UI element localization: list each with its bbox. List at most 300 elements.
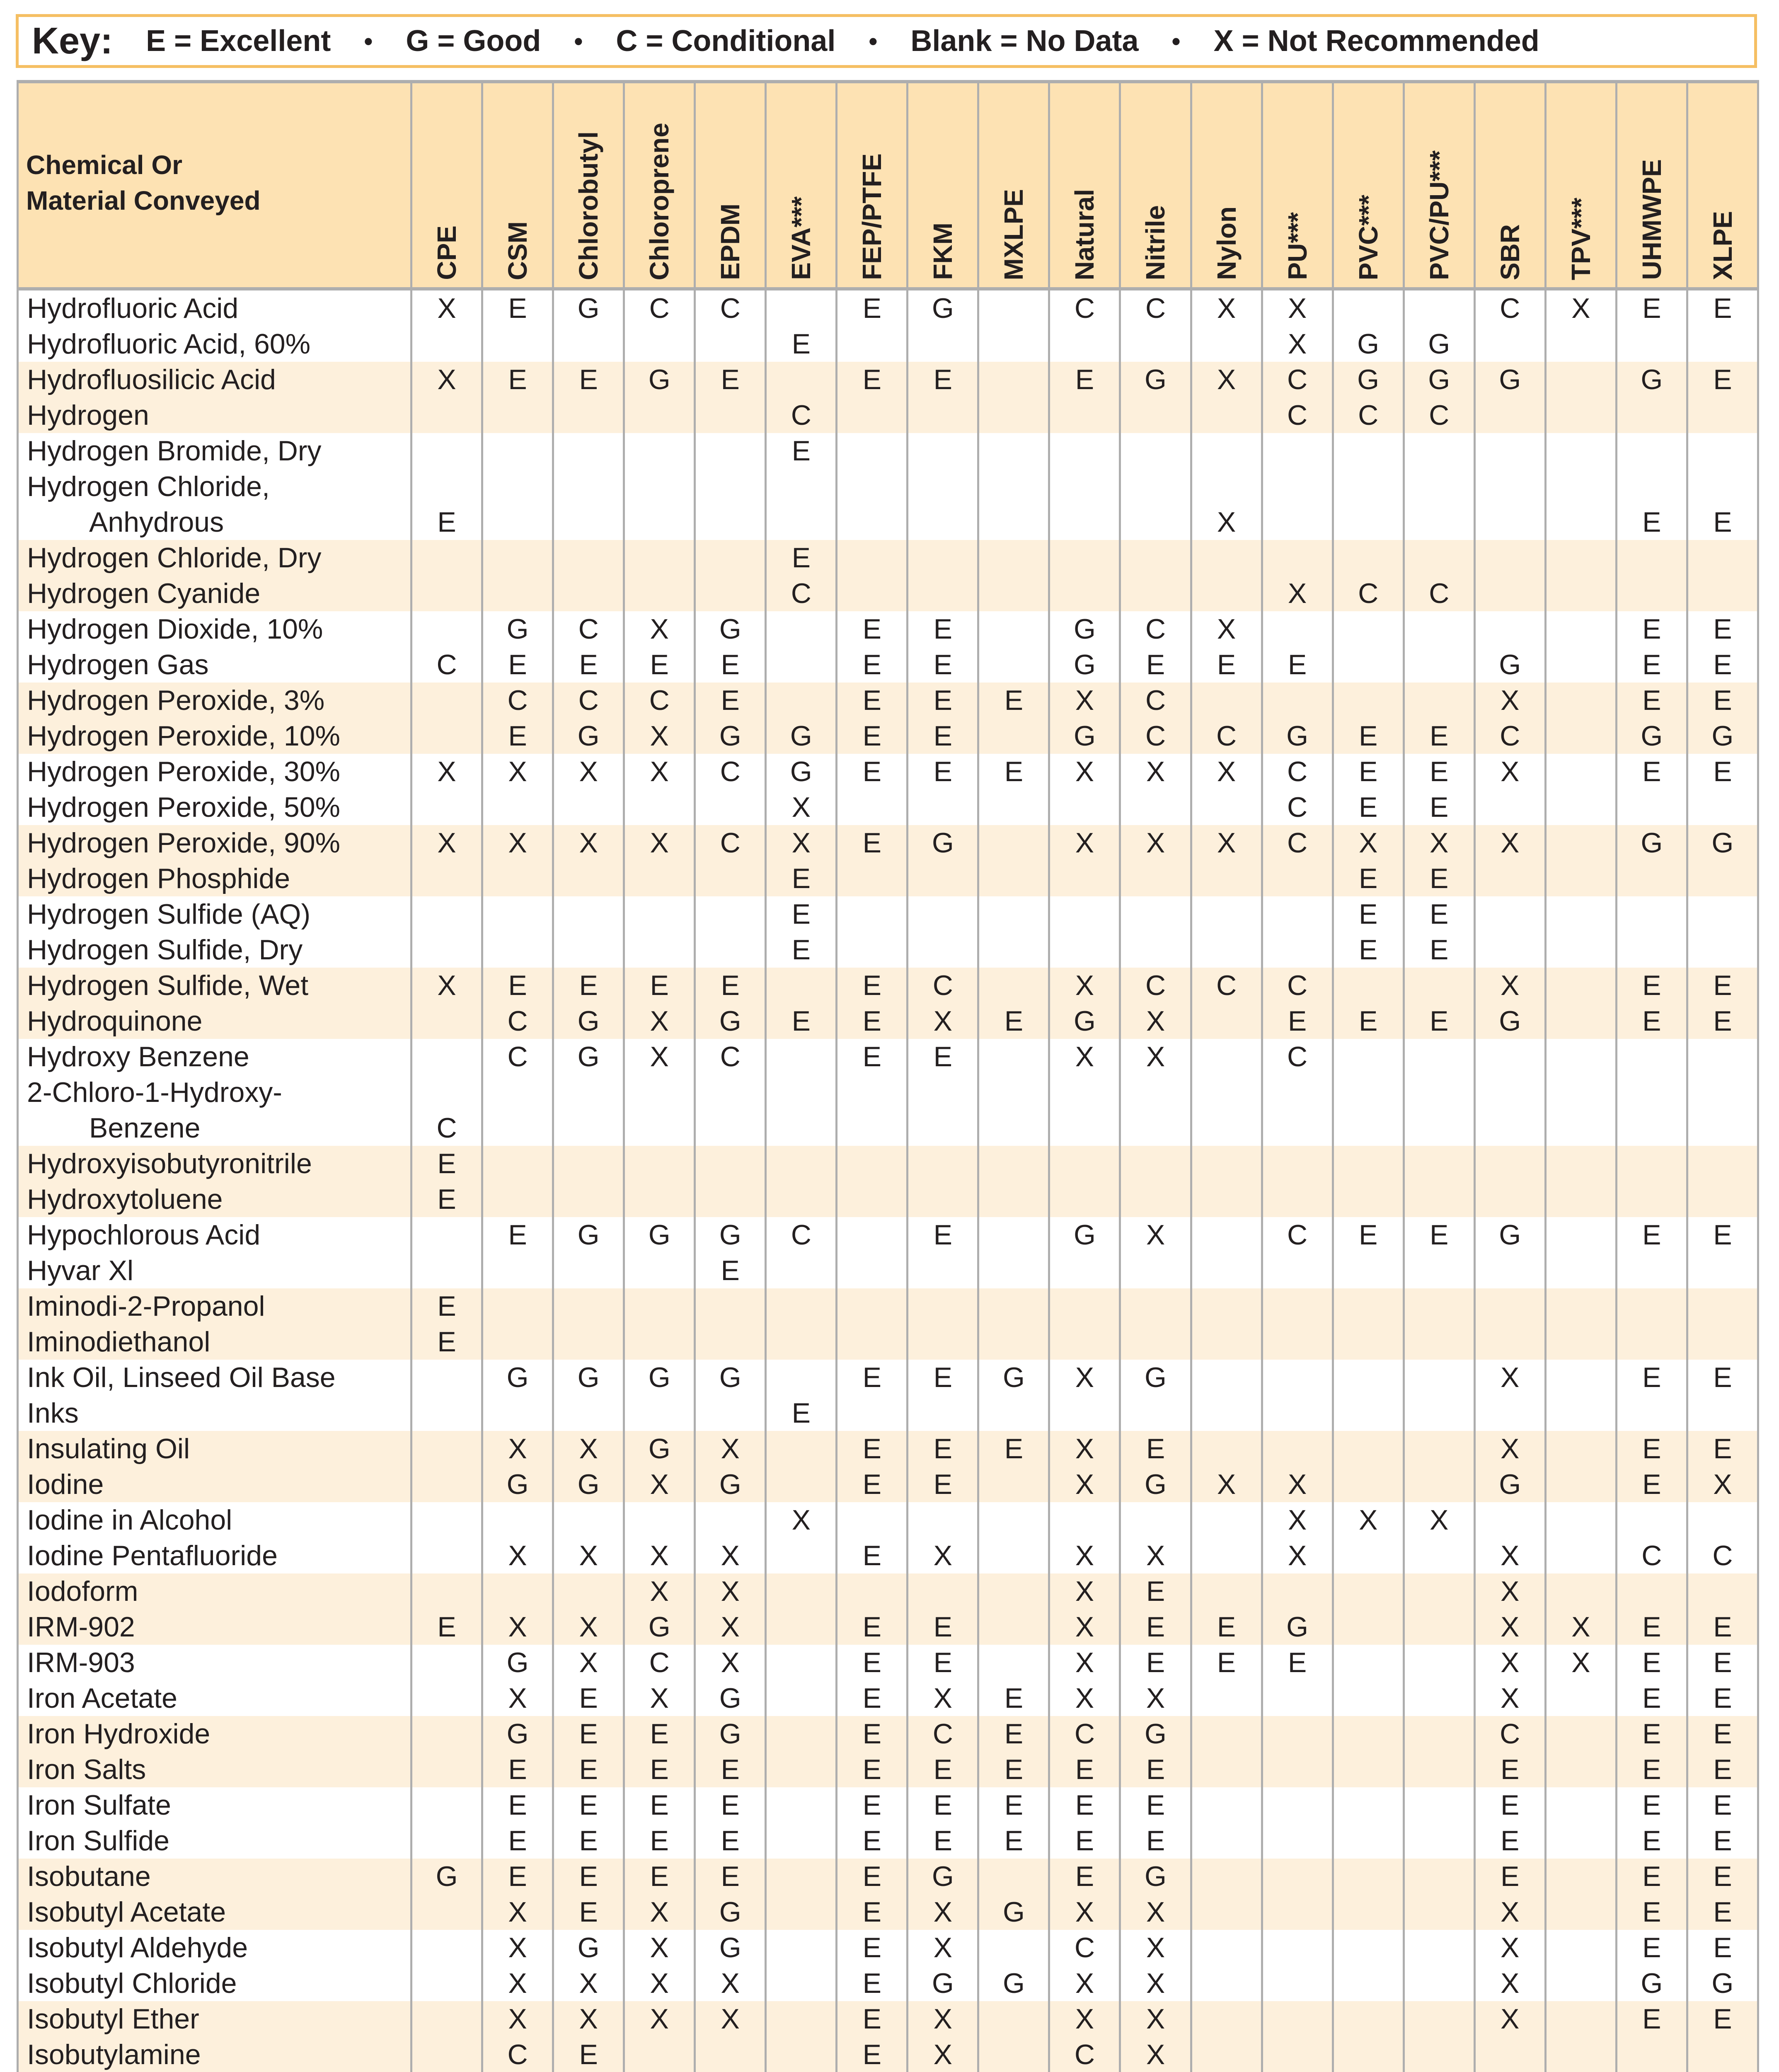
rating-cell: [1191, 1075, 1262, 1146]
chemical-name: Hypochlorous Acid: [27, 1219, 261, 1251]
rating-cell: [695, 896, 766, 932]
rating-cell: [1049, 1395, 1120, 1431]
chemical-name: Hydrogen Sulfide, Wet: [27, 970, 309, 1001]
rating-cell: [766, 1716, 837, 1752]
rating-cell: E: [1687, 1752, 1758, 1787]
rating-cell: X: [1120, 1039, 1191, 1075]
rating-cell: [624, 433, 695, 469]
chemical-name-cell: [18, 1502, 411, 1538]
rating-cell: E: [411, 1181, 482, 1217]
rating-cell: [1191, 1823, 1262, 1859]
chemical-name: Isobutane: [27, 1861, 151, 1892]
rating-cell: [1262, 1075, 1333, 1146]
rating-cell: [908, 1324, 978, 1360]
rating-cell: [908, 1075, 978, 1146]
column-header-nylon: [1191, 82, 1262, 289]
table-row: [18, 932, 1758, 968]
rating-cell: X: [482, 1965, 553, 2001]
rating-cell: G: [1404, 326, 1474, 362]
rating-cell: [1474, 1253, 1545, 1288]
rating-cell: C: [482, 2037, 553, 2072]
rating-cell: [1545, 647, 1616, 683]
rating-cell: [837, 576, 908, 611]
rating-cell: [1404, 1146, 1474, 1181]
key-not-recommended: X = Not Recommended: [1213, 24, 1539, 58]
rating-cell: [1404, 1181, 1474, 1217]
rating-cell: [624, 896, 695, 932]
rating-cell: [695, 326, 766, 362]
rating-cell: E: [837, 968, 908, 1003]
rating-cell: [1049, 1324, 1120, 1360]
chemical-name: Isobutyl Acetate: [27, 1896, 226, 1928]
chemical-name-cell: [18, 433, 411, 469]
rating-cell: X: [1262, 1502, 1333, 1538]
chemical-name: Iminodi-2-Propanol: [27, 1290, 265, 1322]
chemical-name: Iodine in Alcohol: [27, 1504, 232, 1536]
chemical-name: Isobutyl Ether: [27, 2003, 199, 2035]
rating-cell: [695, 540, 766, 576]
rating-cell: G: [1616, 718, 1687, 754]
rating-cell: X: [1262, 1538, 1333, 1573]
rating-cell: [553, 540, 624, 576]
rating-cell: E: [411, 1609, 482, 1645]
rating-cell: E: [837, 1680, 908, 1716]
rating-cell: G: [1120, 362, 1191, 397]
rating-cell: C: [1049, 1716, 1120, 1752]
key-title: Key:: [32, 20, 113, 62]
column-header-mxlpe: [978, 82, 1049, 289]
rating-cell: E: [553, 1680, 624, 1716]
rating-cell: [1545, 932, 1616, 968]
rating-cell: [837, 1075, 908, 1146]
rating-cell: [1049, 540, 1120, 576]
table-row: [18, 1146, 1758, 1181]
rating-cell: G: [695, 1003, 766, 1039]
rating-cell: [411, 683, 482, 718]
rating-cell: [1474, 1288, 1545, 1324]
rating-cell: [1404, 2001, 1474, 2037]
rating-cell: X: [624, 1573, 695, 1609]
table-row: [18, 1431, 1758, 1467]
rating-cell: [1333, 647, 1404, 683]
rating-cell: X: [1474, 683, 1545, 718]
rating-cell: [978, 825, 1049, 861]
rating-cell: [1404, 433, 1474, 469]
column-header-label: Natural: [1070, 189, 1100, 280]
rating-cell: [1474, 1181, 1545, 1217]
rating-cell: X: [1120, 1680, 1191, 1716]
rating-cell: E: [1687, 1645, 1758, 1680]
rating-cell: G: [766, 718, 837, 754]
rating-cell: [411, 1360, 482, 1395]
rating-cell: [411, 433, 482, 469]
rating-cell: G: [1262, 1609, 1333, 1645]
rating-cell: G: [482, 1716, 553, 1752]
rating-cell: [1049, 397, 1120, 433]
chemical-name-cell: [18, 1075, 411, 1146]
rating-cell: X: [553, 825, 624, 861]
table-row: [18, 1360, 1758, 1395]
rating-cell: [1545, 1324, 1616, 1360]
rating-cell: [1474, 1146, 1545, 1181]
rating-cell: [1262, 1431, 1333, 1467]
chemical-name: Hydrogen Bromide, Dry: [27, 435, 322, 467]
rating-cell: [411, 1752, 482, 1787]
rating-cell: [978, 1395, 1049, 1431]
rating-cell: G: [624, 1609, 695, 1645]
rating-cell: E: [411, 1324, 482, 1360]
rating-cell: E: [1687, 1823, 1758, 1859]
rating-cell: [978, 647, 1049, 683]
table-row: [18, 1217, 1758, 1253]
chemical-name: Hydrogen Dioxide, 10%: [27, 613, 323, 645]
rating-cell: [695, 789, 766, 825]
rating-cell: E: [1616, 1360, 1687, 1395]
rating-cell: [695, 1288, 766, 1324]
rating-cell: E: [1616, 1894, 1687, 1930]
rating-cell: E: [837, 2037, 908, 2072]
column-header-label: PU***: [1282, 212, 1312, 280]
rating-cell: [1262, 1360, 1333, 1395]
rating-cell: G: [1049, 611, 1120, 647]
table-row: [18, 1253, 1758, 1288]
rating-cell: E: [695, 1253, 766, 1288]
rating-cell: E: [837, 1823, 908, 1859]
rating-cell: E: [1474, 1787, 1545, 1823]
column-header-label: CPE: [432, 225, 462, 280]
rating-cell: X: [624, 1680, 695, 1716]
rating-cell: [1333, 1752, 1404, 1787]
rating-cell: E: [1262, 1003, 1333, 1039]
rating-cell: [837, 469, 908, 540]
rating-cell: [1474, 469, 1545, 540]
rating-cell: E: [695, 683, 766, 718]
rating-cell: E: [837, 1859, 908, 1894]
rating-cell: [766, 611, 837, 647]
rating-cell: [1262, 683, 1333, 718]
rating-cell: [1616, 1146, 1687, 1181]
rating-cell: E: [837, 1716, 908, 1752]
table-row: [18, 469, 1758, 540]
rating-cell: [766, 1146, 837, 1181]
rating-cell: E: [978, 1003, 1049, 1039]
rating-cell: G: [1120, 1360, 1191, 1395]
table-row: [18, 1288, 1758, 1324]
rating-cell: C: [1474, 718, 1545, 754]
rating-cell: E: [1333, 718, 1404, 754]
rating-cell: E: [1120, 1431, 1191, 1467]
rating-cell: [1262, 1573, 1333, 1609]
rating-cell: [1545, 825, 1616, 861]
rating-cell: X: [1262, 289, 1333, 326]
rating-cell: C: [1616, 1538, 1687, 1573]
rating-cell: [1262, 2001, 1333, 2037]
rating-cell: X: [1049, 754, 1120, 789]
rating-cell: E: [553, 1787, 624, 1823]
rating-cell: [411, 540, 482, 576]
rating-cell: X: [1049, 1039, 1120, 1075]
rating-cell: C: [1191, 968, 1262, 1003]
rating-cell: X: [1474, 1431, 1545, 1467]
rating-cell: X: [695, 1431, 766, 1467]
rating-cell: E: [1191, 647, 1262, 683]
rating-cell: [1474, 861, 1545, 896]
rating-cell: [1474, 1039, 1545, 1075]
rating-cell: G: [553, 718, 624, 754]
rating-cell: E: [978, 683, 1049, 718]
table-row: [18, 540, 1758, 576]
rating-cell: [978, 1324, 1049, 1360]
rating-cell: [908, 469, 978, 540]
rating-cell: E: [1120, 1645, 1191, 1680]
chemical-name-cell: [18, 718, 411, 754]
rating-cell: G: [482, 1360, 553, 1395]
rating-cell: [1049, 1146, 1120, 1181]
chemical-name-cell: [18, 1253, 411, 1288]
rating-cell: X: [1191, 289, 1262, 326]
rating-cell: E: [908, 1431, 978, 1467]
column-header-chloroprene: [624, 82, 695, 289]
rating-cell: [1120, 1502, 1191, 1538]
rating-cell: X: [908, 1930, 978, 1965]
rating-cell: [482, 1502, 553, 1538]
rating-cell: [978, 1609, 1049, 1645]
rating-cell: [1616, 861, 1687, 896]
rating-cell: [482, 1146, 553, 1181]
rating-cell: E: [908, 1467, 978, 1502]
rating-cell: C: [1333, 397, 1404, 433]
rating-cell: G: [482, 1467, 553, 1502]
rating-cell: C: [1262, 789, 1333, 825]
rating-cell: [1120, 1181, 1191, 1217]
rating-cell: C: [1404, 397, 1474, 433]
chemical-name: Hydrogen Peroxide, 3%: [27, 685, 325, 716]
column-header-label: Nitrile: [1140, 205, 1171, 280]
rating-cell: [1616, 1502, 1687, 1538]
table-row: [18, 289, 1758, 326]
rating-cell: [411, 1573, 482, 1609]
rating-cell: E: [978, 754, 1049, 789]
rating-cell: [1404, 469, 1474, 540]
chemical-name: Hyvar Xl: [27, 1255, 133, 1286]
rating-cell: [1404, 1324, 1474, 1360]
rating-cell: [1049, 1288, 1120, 1324]
rating-cell: C: [908, 968, 978, 1003]
chemical-name-cell: [18, 1360, 411, 1395]
rating-cell: [1687, 2037, 1758, 2072]
rating-cell: [766, 1752, 837, 1787]
rating-cell: [978, 326, 1049, 362]
rating-cell: [482, 540, 553, 576]
column-header-label: Nylon: [1211, 206, 1242, 280]
rating-cell: [1333, 1823, 1404, 1859]
rating-cell: G: [695, 1716, 766, 1752]
rating-cell: C: [766, 397, 837, 433]
rating-cell: [1333, 433, 1404, 469]
rating-cell: E: [411, 1288, 482, 1324]
rating-cell: [908, 932, 978, 968]
rating-cell: [1404, 647, 1474, 683]
rating-cell: X: [1120, 2001, 1191, 2037]
rating-cell: [1404, 1680, 1474, 1716]
rating-cell: E: [553, 1752, 624, 1787]
rating-cell: G: [695, 1360, 766, 1395]
rating-cell: [1545, 1787, 1616, 1823]
rating-cell: X: [1049, 2001, 1120, 2037]
rating-cell: G: [1616, 1965, 1687, 2001]
table-row: [18, 825, 1758, 861]
rating-cell: X: [411, 754, 482, 789]
rating-cell: [411, 1502, 482, 1538]
rating-cell: [1616, 1395, 1687, 1431]
rating-cell: [1404, 1573, 1474, 1609]
table-row: [18, 1003, 1758, 1039]
key-separator: •: [869, 27, 878, 55]
rating-cell: [482, 932, 553, 968]
rating-cell: [411, 1395, 482, 1431]
rating-cell: [1545, 2037, 1616, 2072]
rating-cell: [1474, 1075, 1545, 1146]
rating-cell: E: [766, 326, 837, 362]
rating-cell: E: [553, 968, 624, 1003]
rating-cell: [482, 896, 553, 932]
rating-cell: [1191, 1003, 1262, 1039]
rating-cell: [624, 397, 695, 433]
rating-cell: E: [1333, 1217, 1404, 1253]
rating-cell: [1191, 1360, 1262, 1395]
rating-cell: [411, 718, 482, 754]
rating-cell: [1545, 683, 1616, 718]
rating-cell: [624, 1253, 695, 1288]
rating-cell: E: [482, 289, 553, 326]
rating-cell: [1262, 1965, 1333, 2001]
rating-cell: [695, 1324, 766, 1360]
compatibility-table: [17, 80, 1759, 2072]
chemical-name-cell: [18, 1431, 411, 1467]
rating-cell: E: [908, 1217, 978, 1253]
chemical-name: Hydrofluoric Acid: [27, 293, 239, 324]
rating-cell: [411, 1930, 482, 1965]
rating-cell: G: [695, 718, 766, 754]
rating-cell: [1545, 1075, 1616, 1146]
rating-cell: [553, 789, 624, 825]
rating-cell: [1191, 861, 1262, 896]
rating-cell: X: [482, 1431, 553, 1467]
rating-cell: [978, 540, 1049, 576]
table-row: [18, 576, 1758, 611]
chemical-name: Hydrogen Peroxide, 10%: [27, 720, 341, 752]
rating-cell: [1545, 1431, 1616, 1467]
rating-cell: [1404, 1288, 1474, 1324]
rating-cell: E: [1262, 647, 1333, 683]
table-row: [18, 362, 1758, 397]
rating-cell: E: [1120, 1787, 1191, 1823]
rating-cell: [553, 1075, 624, 1146]
rating-cell: E: [1616, 1680, 1687, 1716]
rating-cell: [1262, 469, 1333, 540]
table-row: [18, 1538, 1758, 1573]
rating-cell: X: [1474, 1360, 1545, 1395]
rating-cell: [978, 789, 1049, 825]
rating-cell: [624, 2037, 695, 2072]
rating-cell: X: [1474, 1645, 1545, 1680]
rating-cell: [1049, 1075, 1120, 1146]
rating-cell: G: [1687, 1965, 1758, 2001]
rating-cell: E: [1687, 1431, 1758, 1467]
rating-cell: G: [553, 289, 624, 326]
table-row: [18, 1716, 1758, 1752]
rating-cell: E: [695, 1823, 766, 1859]
column-header-label: Chloroprene: [644, 122, 675, 280]
rating-cell: [837, 1573, 908, 1609]
rating-cell: [978, 1181, 1049, 1217]
rating-cell: G: [1404, 362, 1474, 397]
rating-cell: [624, 1075, 695, 1146]
rating-cell: [624, 1324, 695, 1360]
rating-cell: [1687, 1288, 1758, 1324]
rating-cell: X: [1191, 825, 1262, 861]
rating-cell: X: [1120, 1217, 1191, 1253]
rating-cell: [411, 326, 482, 362]
table-row: [18, 789, 1758, 825]
rating-cell: [1404, 1752, 1474, 1787]
rating-cell: [1049, 789, 1120, 825]
rating-cell: E: [1120, 1752, 1191, 1787]
rating-cell: [1616, 326, 1687, 362]
rating-cell: X: [908, 2037, 978, 2072]
rating-cell: [1333, 1680, 1404, 1716]
rating-cell: [978, 433, 1049, 469]
rating-cell: E: [1687, 289, 1758, 326]
rating-cell: [1191, 1146, 1262, 1181]
rating-cell: C: [624, 1645, 695, 1680]
rating-cell: X: [624, 754, 695, 789]
rating-cell: [766, 2037, 837, 2072]
rating-cell: [766, 647, 837, 683]
rating-cell: [1191, 1181, 1262, 1217]
rating-cell: [766, 1467, 837, 1502]
rating-cell: [978, 611, 1049, 647]
rating-cell: [978, 1930, 1049, 1965]
rating-cell: [1191, 896, 1262, 932]
rating-cell: E: [1687, 647, 1758, 683]
key-no-data: Blank = No Data: [910, 24, 1139, 58]
rating-cell: X: [1545, 1645, 1616, 1680]
rating-cell: [695, 1181, 766, 1217]
rating-cell: E: [1616, 647, 1687, 683]
rating-cell: E: [482, 362, 553, 397]
rating-cell: [1262, 1288, 1333, 1324]
rating-cell: C: [553, 683, 624, 718]
rating-cell: [766, 1075, 837, 1146]
rating-cell: E: [411, 469, 482, 540]
column-header-label: PVC***: [1353, 194, 1383, 280]
rating-cell: E: [1120, 1573, 1191, 1609]
rating-cell: [482, 397, 553, 433]
rating-cell: [553, 1573, 624, 1609]
rating-cell: [1262, 1894, 1333, 1930]
rating-cell: X: [1404, 1502, 1474, 1538]
rating-cell: [1474, 540, 1545, 576]
rating-cell: X: [624, 1003, 695, 1039]
rating-cell: X: [908, 1538, 978, 1573]
chemical-name-cell: [18, 861, 411, 896]
rating-cell: X: [1404, 825, 1474, 861]
rating-cell: [1191, 1253, 1262, 1288]
rating-cell: E: [766, 433, 837, 469]
rating-cell: [1262, 540, 1333, 576]
rating-cell: [1049, 1253, 1120, 1288]
